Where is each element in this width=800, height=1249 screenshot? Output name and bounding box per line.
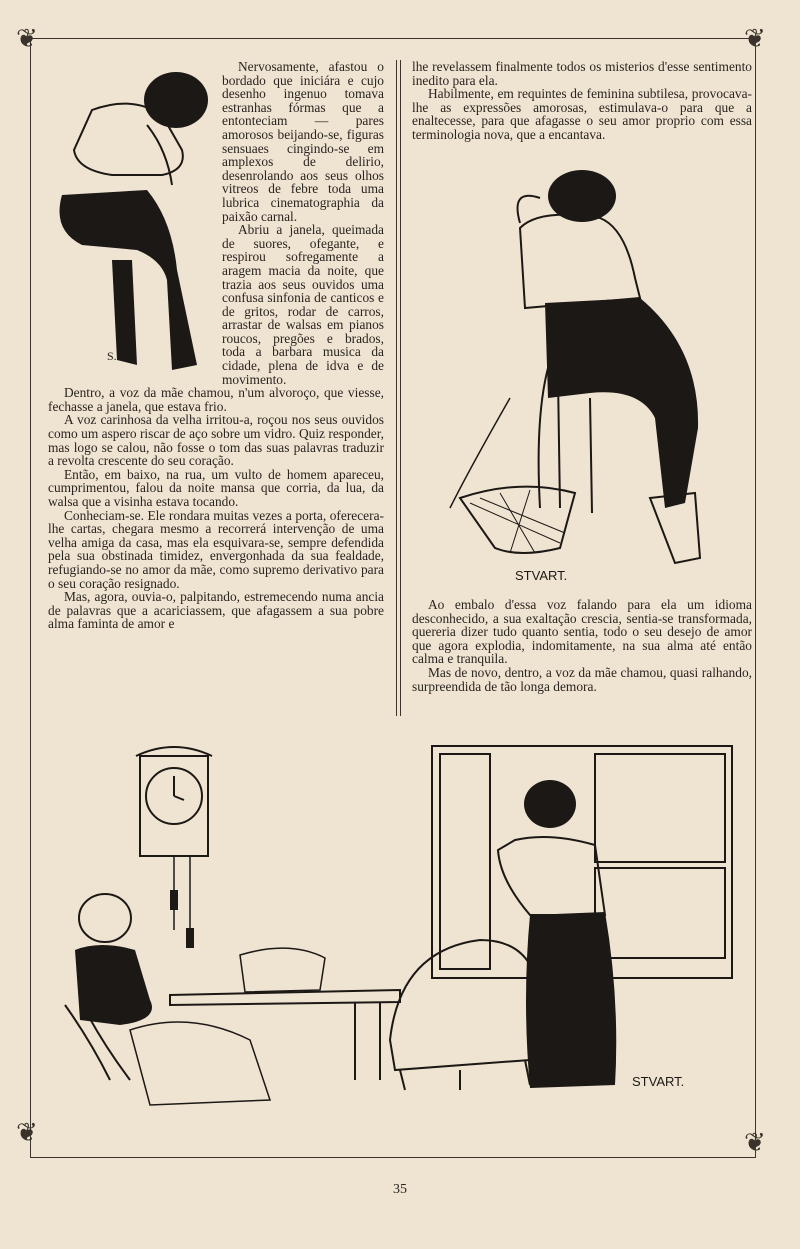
column-divider (396, 60, 397, 716)
corner-ornament-icon: ❦ (16, 1118, 38, 1147)
signature: S. (107, 349, 117, 363)
right-column-top (412, 60, 752, 142)
corner-ornament-icon: ❦ (744, 1128, 766, 1157)
corner-ornament-icon: ❦ (16, 24, 38, 53)
right-column-bottom (412, 598, 752, 693)
paragraph: Conheciam-se. Ele rondara muitas vezes a porta, oferecera-lhe cartas, chegara mesmo a recorrerá intervenção de uma velha amiga da casa, mas ela esquivara-se, sempre defendida pela sua obstinada timidez, envergonhada da sua fealdade, refugiando-se no amor da mãe, como supremo derivativo para o seu coração resignado. (48, 507, 384, 591)
paragraph: Dentro, a voz da mãe chamou, n'um alvoroço, que viesse, fechasse a janela, que estava frio. (48, 385, 384, 414)
paragraph: Nervosamente, afastou o bordado que iniciára e cujo desenho ingenuo tomava estranhas fórmas que a entonteciam — pares amorosos beijando-se, figuras sensuaes cingindo-se em amplexos de delirio, desenrolando aos seus olhos vitreos de febre toda uma lubrica cinematographia da paixão carnal. (222, 59, 384, 224)
column-divider (400, 60, 401, 716)
signature: STVART. (632, 1074, 685, 1089)
paragraph: lhe revelassem finalmente todos os misterios d'esse sentimento inedito para ela. (412, 59, 752, 88)
illustration-room-scene (60, 740, 740, 1130)
paragraph: Então, em baixo, na rua, um vulto de homem apareceu, cumprimentou, falou da noite mansa que corria, da lua, da walsa que a visinha estava tocando. (48, 466, 384, 509)
paragraph: Ao embalo d'essa voz falando para ela um idioma desconhecido, a sua exaltação crescia, sentia-se transformada, quereria dizer tudo quanto sentia, todo o seu desejo de amor que agora explodia, indomitamente, na sua alma até então calma e tranquila. (412, 597, 752, 667)
illustration-woman-crouching (52, 70, 222, 380)
paragraph: Abriu a janela, queimada de suores, ofegante, e respirou sofregamente a aragem macia da noite, que trazia aos seus ouvidos uma confusa sinfonia de canticos e de gritos, rodar de carros, arrastar de walsas em pianos roucos, pregões e brados, toda a barbara musica da cidade, plena de idva e de movimento. (222, 222, 384, 387)
signature: STVART. (515, 568, 568, 583)
page-number: 35 (393, 1182, 407, 1197)
illustration-woman-seated (440, 168, 710, 588)
paragraph: Mas, agora, ouvia-o, palpitando, estremecendo numa ancia de palavras que a acariciassem, que afagassem a sua pobre alma faminta de amor e (48, 589, 384, 632)
paragraph: Mas de novo, dentro, a voz da mãe chamou, quasi ralhando, surpreendida de tão longa demora. (412, 664, 752, 694)
corner-ornament-icon: ❦ (744, 24, 766, 53)
paragraph: A voz carinhosa da velha irritou-a, roçou nos seus ouvidos como um aspero riscar de aço sobre um vidro. Quiz responder, mas logo se calou, não fosse o tom das suas palavras traduzir a revolta crescente do seu coração. (48, 412, 384, 469)
paragraph: Habilmente, em requintes de feminina subtilesa, provocava-lhe as expressões amorosas, estimulava-o para que a enaltecesse, para que afagasse o seu amor proprio com essa terminologia nova, que a encantava. (412, 86, 752, 142)
